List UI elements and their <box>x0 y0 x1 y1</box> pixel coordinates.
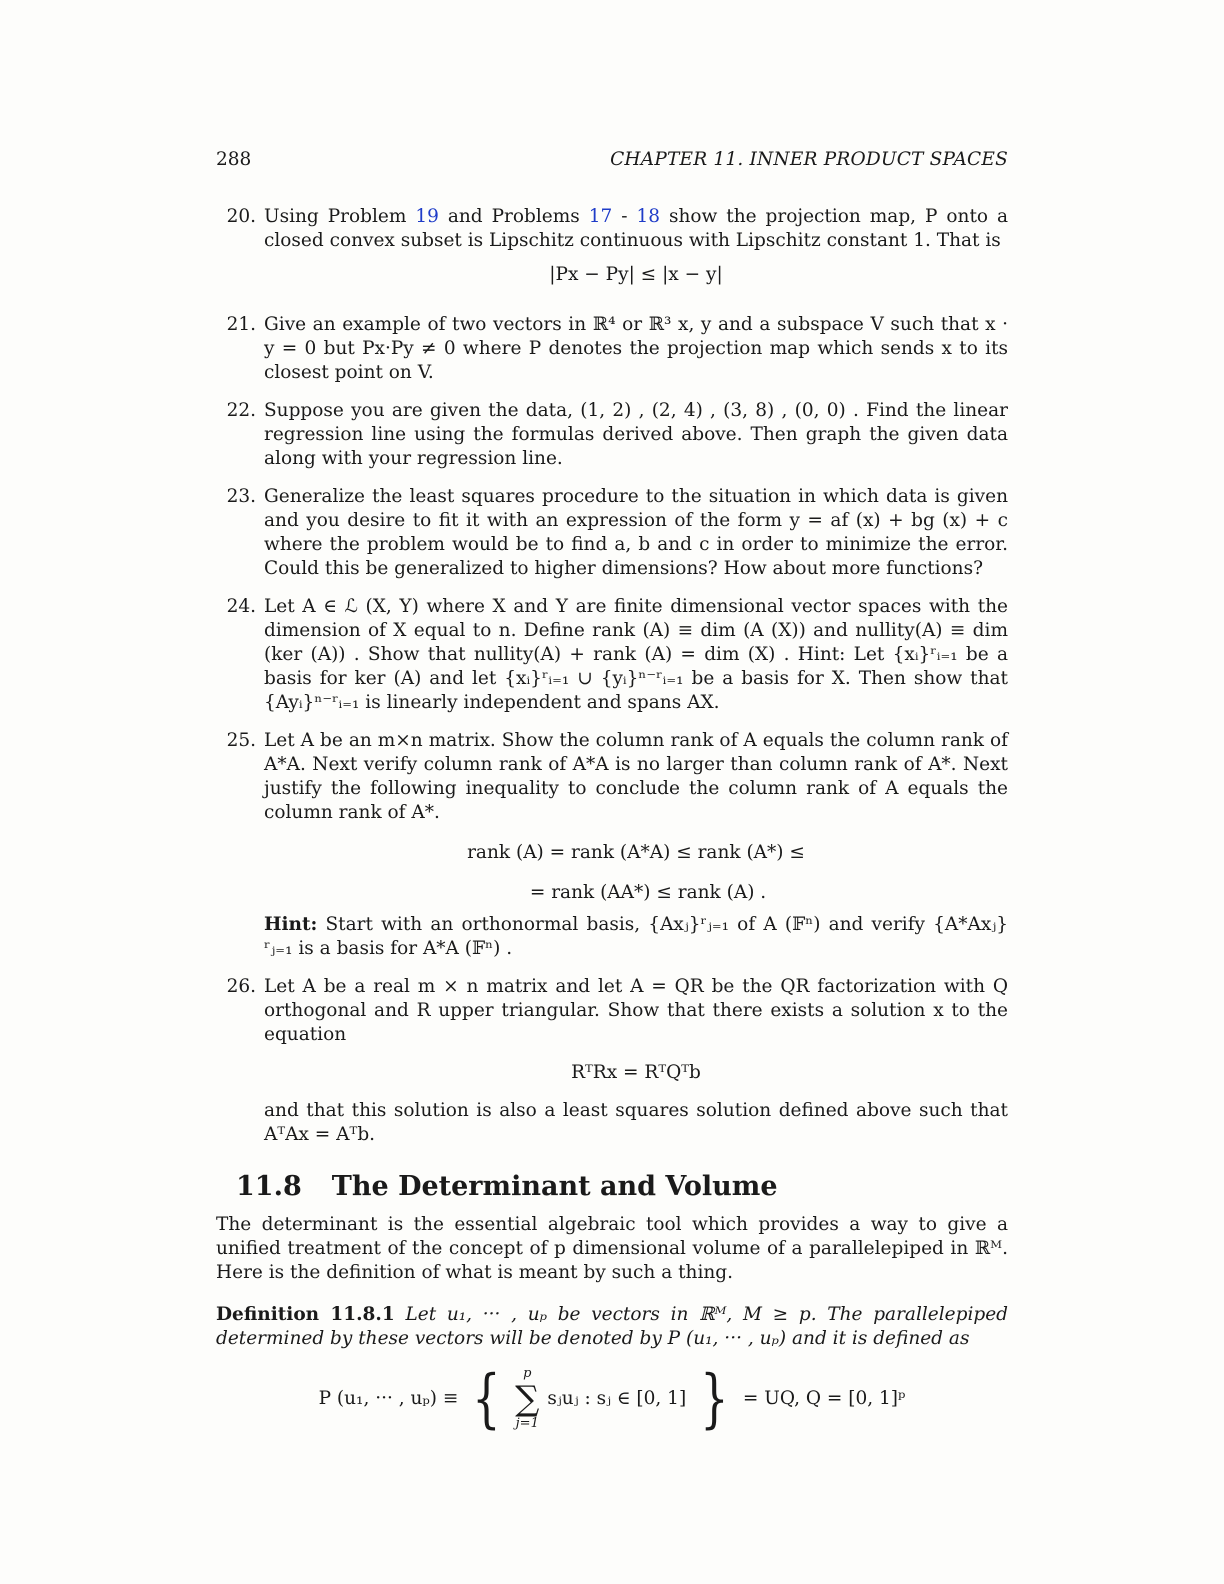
definition-block <box>216 1303 1008 1351</box>
problem-text: and Problems <box>438 206 589 227</box>
problem-text: Let A ∈ ℒ (X, Y) where X and Y are finite dimensional vector spaces with the dimension of X equal to n. Define rank (A) ≡ dim (A (X)) and nullity(A) ≡ dim (ker (A)) . Show that nullity(A) + rank (A) = dim (X) . Hint: Let {xᵢ}ʳᵢ₌₁ be a basis for ker (A) and let {xᵢ}ʳᵢ₌₁ ∪ {yᵢ}ⁿ⁻ʳᵢ₌₁ be a basis for X. Then show that {Ayᵢ}ⁿ⁻ʳᵢ₌₁ is linearly independent and spans AX. <box>264 596 1008 713</box>
summation <box>515 1367 539 1431</box>
problem-number: 22. <box>226 400 256 421</box>
problem-20 <box>216 205 1008 299</box>
page-content <box>216 205 1009 1436</box>
problem-text: Generalize the least squares procedure to the situation in which data is given and you desire to fit it with an expression of the form y = af (x) + bg (x) + c where the problem would be to find a, b and c in order to minimize the error. Could this be generalized to higher dimensions? How about more functions? <box>264 486 1008 579</box>
problem-17-link[interactable]: 17 <box>588 206 613 227</box>
problem-text: Suppose you are given the data, (1, 2) , (2, 4) , (3, 8) , (0, 0) . Find the linear regression line using the formulas derived above. Then graph the given data along with your regression line. <box>264 400 1008 469</box>
definition-formula <box>216 1362 1008 1436</box>
problem-number: 21. <box>226 314 256 335</box>
page-number: 288 <box>216 149 252 170</box>
display-equation: RᵀRx = RᵀQᵀb <box>571 1062 701 1083</box>
section-title: The Determinant and Volume <box>331 1171 778 1202</box>
open-brace: { <box>472 1362 502 1436</box>
display-equation: |Px − Py| ≤ |x − y| <box>549 264 723 285</box>
chapter-title: CHAPTER 11. INNER PRODUCT SPACES <box>610 149 1008 170</box>
problem-text-continued: and that this solution is also a least squares solution defined above such that AᵀAx = Aᵀb. <box>264 1100 1008 1145</box>
problem-text: - <box>612 206 637 227</box>
formula-inner: sⱼuⱼ : sⱼ ∈ [0, 1] <box>547 1388 687 1409</box>
problem-25 <box>216 729 1008 961</box>
problem-number: 26. <box>226 976 256 997</box>
formula-rhs: = UQ, Q = [0, 1]ᵖ <box>742 1388 906 1409</box>
display-equation-line-2: = rank (AA*) ≤ rank (A) . <box>529 882 767 903</box>
problem-number: 23. <box>226 486 256 507</box>
section-heading <box>236 1169 1008 1205</box>
problem-body <box>264 729 1008 961</box>
problem-text: Let A be a real m × n matrix and let A = QR be the QR factorization with Q orthogonal and R upper triangular. Show that there exists a solution x to the equation <box>264 976 1008 1045</box>
sigma-symbol: ∑ <box>515 1379 540 1419</box>
problem-19-link[interactable]: 19 <box>415 206 439 227</box>
problem-body <box>264 975 1008 1147</box>
hint-label: Hint: <box>264 914 318 935</box>
problem-text: Let A be an m×n matrix. Show the column rank of A equals the column rank of A*A. Next verify column rank of A*A is no larger than column rank of A*. Next justify the following inequality to conclude the column rank of A equals the column rank of A*. <box>264 730 1008 823</box>
sum-lower-limit: j=1 <box>515 1416 539 1431</box>
problem-21 <box>216 313 1008 385</box>
problem-number: 20. <box>226 206 256 227</box>
definition-label: Definition 11.8.1 <box>216 1304 395 1325</box>
formula-lhs: P (u₁, ··· , uₚ) ≡ <box>318 1388 459 1409</box>
section-intro-paragraph: The determinant is the essential algebraic tool which provides a way to give a unified treatment of the concept of p dimensional volume of a parallelepiped in ℝᴹ. Here is the definition of what is meant by such a thing. <box>216 1214 1008 1283</box>
problem-23 <box>216 485 1008 581</box>
problem-number: 25. <box>226 730 256 751</box>
problem-number: 24. <box>226 596 256 617</box>
problem-text: Give an example of two vectors in ℝ⁴ or ℝ³ x, y and a subspace V such that x · y = 0 but Px·Py ≠ 0 where P denotes the projection map which sends x to its closest point on V. <box>264 314 1008 383</box>
problem-18-link[interactable]: 18 <box>636 206 660 227</box>
problem-26 <box>216 975 1008 1147</box>
hint-text: Start with an orthonormal basis, {Axⱼ}ʳⱼ₌₁ of A (𝔽ⁿ) and verify {A*Axⱼ}ʳⱼ₌₁ is a basis for A*A (𝔽ⁿ) . <box>264 914 1008 959</box>
problem-24 <box>216 595 1008 715</box>
section-number: 11.8 <box>236 1171 302 1202</box>
close-brace: } <box>700 1362 729 1436</box>
running-header <box>216 148 1008 172</box>
definition-text: Let u₁, ··· , uₚ be vectors in ℝᴹ, M ≥ p. The parallelepiped determined by these vectors will be denoted by P (u₁, ··· , uₚ) and it is defined as <box>216 1304 1008 1349</box>
sum-upper-limit: p <box>523 1366 532 1381</box>
hint-paragraph <box>264 913 1008 961</box>
problem-body <box>264 205 1008 299</box>
problem-22 <box>216 399 1008 471</box>
problem-text: Using Problem <box>264 206 416 227</box>
display-equation-line-1: rank (A) = rank (A*A) ≤ rank (A*) ≤ <box>467 842 805 863</box>
problem-text: show the projection map, P onto a closed convex subset is Lipschitz continuous with Lipschitz constant 1. That is <box>264 206 1009 251</box>
